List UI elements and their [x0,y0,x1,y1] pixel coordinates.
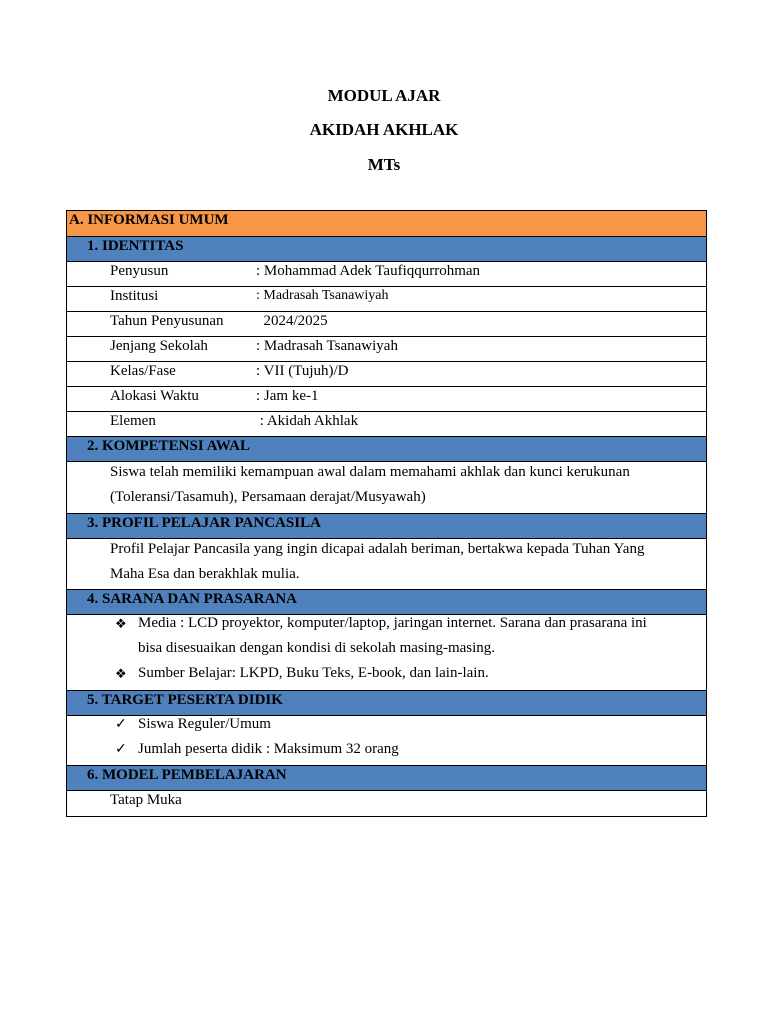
identitas-value: : Akidah Akhlak [256,413,359,429]
sarana-body-row [67,615,706,691]
identitas-value: : Madrasah Tsanawiyah [256,288,389,303]
identitas-value: : VII (Tujuh)/D [256,363,349,379]
identitas-label: Penyusun [110,263,169,279]
identitas-label: Elemen [110,413,156,429]
profil-line-1: Profil Pelajar Pancasila yang ingin dicapai adalah beriman, bertakwa kepada Tuhan Yang [110,541,645,557]
identitas-header-row [67,237,706,262]
target-heading: 5. TARGET PESERTA DIDIK [87,692,283,708]
profil-line-2: Maha Esa dan berakhlak mulia. [110,566,300,582]
kompetensi-heading: 2. KOMPETENSI AWAL [87,438,250,454]
kompetensi-line-2: (Toleransi/Tasamuh), Persamaan derajat/Musyawah) [110,489,426,505]
identitas-row-institusi [67,287,706,312]
identitas-row-penyusun [67,262,706,287]
section-a-header-row [67,211,706,237]
sarana-item-2: Sumber Belajar: LKPD, Buku Teks, E-book, dan lain-lain. [138,665,489,681]
identitas-value: : Madrasah Tsanawiyah [256,338,398,354]
identitas-row-jenjang [67,337,706,362]
identitas-row-alokasi [67,387,706,412]
document-level: MTs [367,155,401,174]
identitas-heading: 1. IDENTITAS [87,238,184,254]
sarana-heading: 4. SARANA DAN PRASARANA [87,591,298,607]
diamond-bullet-icon: ❖ [115,616,127,631]
model-heading: 6. MODEL PEMBELAJARAN [87,767,287,783]
model-value: Tatap Muka [110,792,182,808]
model-body-row [67,791,706,816]
profil-body-row [67,539,706,590]
target-item-2: Jumlah peserta didik : Maksimum 32 orang [138,741,399,757]
identitas-value: 2024/2025 [256,313,328,329]
kompetensi-line-1: Siswa telah memiliki kemampuan awal dalam memahami akhlak dan kunci kerukunan [110,464,630,480]
identitas-row-tahun [67,312,706,337]
identitas-label: Alokasi Waktu [110,388,199,404]
kompetensi-header-row [67,437,706,462]
identitas-label: Kelas/Fase [110,363,176,379]
sarana-item-1-line-2: bisa disesuaikan dengan kondisi di sekolah masing-masing. [138,640,496,656]
diamond-bullet-icon: ❖ [115,666,127,681]
profil-heading: 3. PROFIL PELAJAR PANCASILA [87,515,321,531]
identitas-label: Tahun Penyusunan [110,313,224,329]
identitas-label: Jenjang Sekolah [110,338,208,354]
document-title: MODUL AJAR [327,86,441,105]
kompetensi-body-row [67,462,706,514]
document-subject: AKIDAH AKHLAK [309,120,459,139]
target-item-1: Siswa Reguler/Umum [138,716,271,732]
informasi-umum-table [66,210,707,817]
checkmark-icon: ✓ [115,742,127,757]
profil-header-row [67,514,706,539]
model-header-row [67,766,706,791]
identitas-row-kelas [67,362,706,387]
identitas-label: Institusi [110,288,159,304]
checkmark-icon: ✓ [115,717,127,732]
target-body-row [67,716,706,766]
identitas-value: : Mohammad Adek Taufiqqurrohman [256,263,481,279]
identitas-value: : Jam ke-1 [256,388,319,404]
section-a-label: A. INFORMASI UMUM [69,212,229,228]
sarana-item-1-line-1: Media : LCD proyektor, komputer/laptop, jaringan internet. Sarana dan prasarana ini [138,615,647,631]
identitas-row-elemen [67,412,706,437]
